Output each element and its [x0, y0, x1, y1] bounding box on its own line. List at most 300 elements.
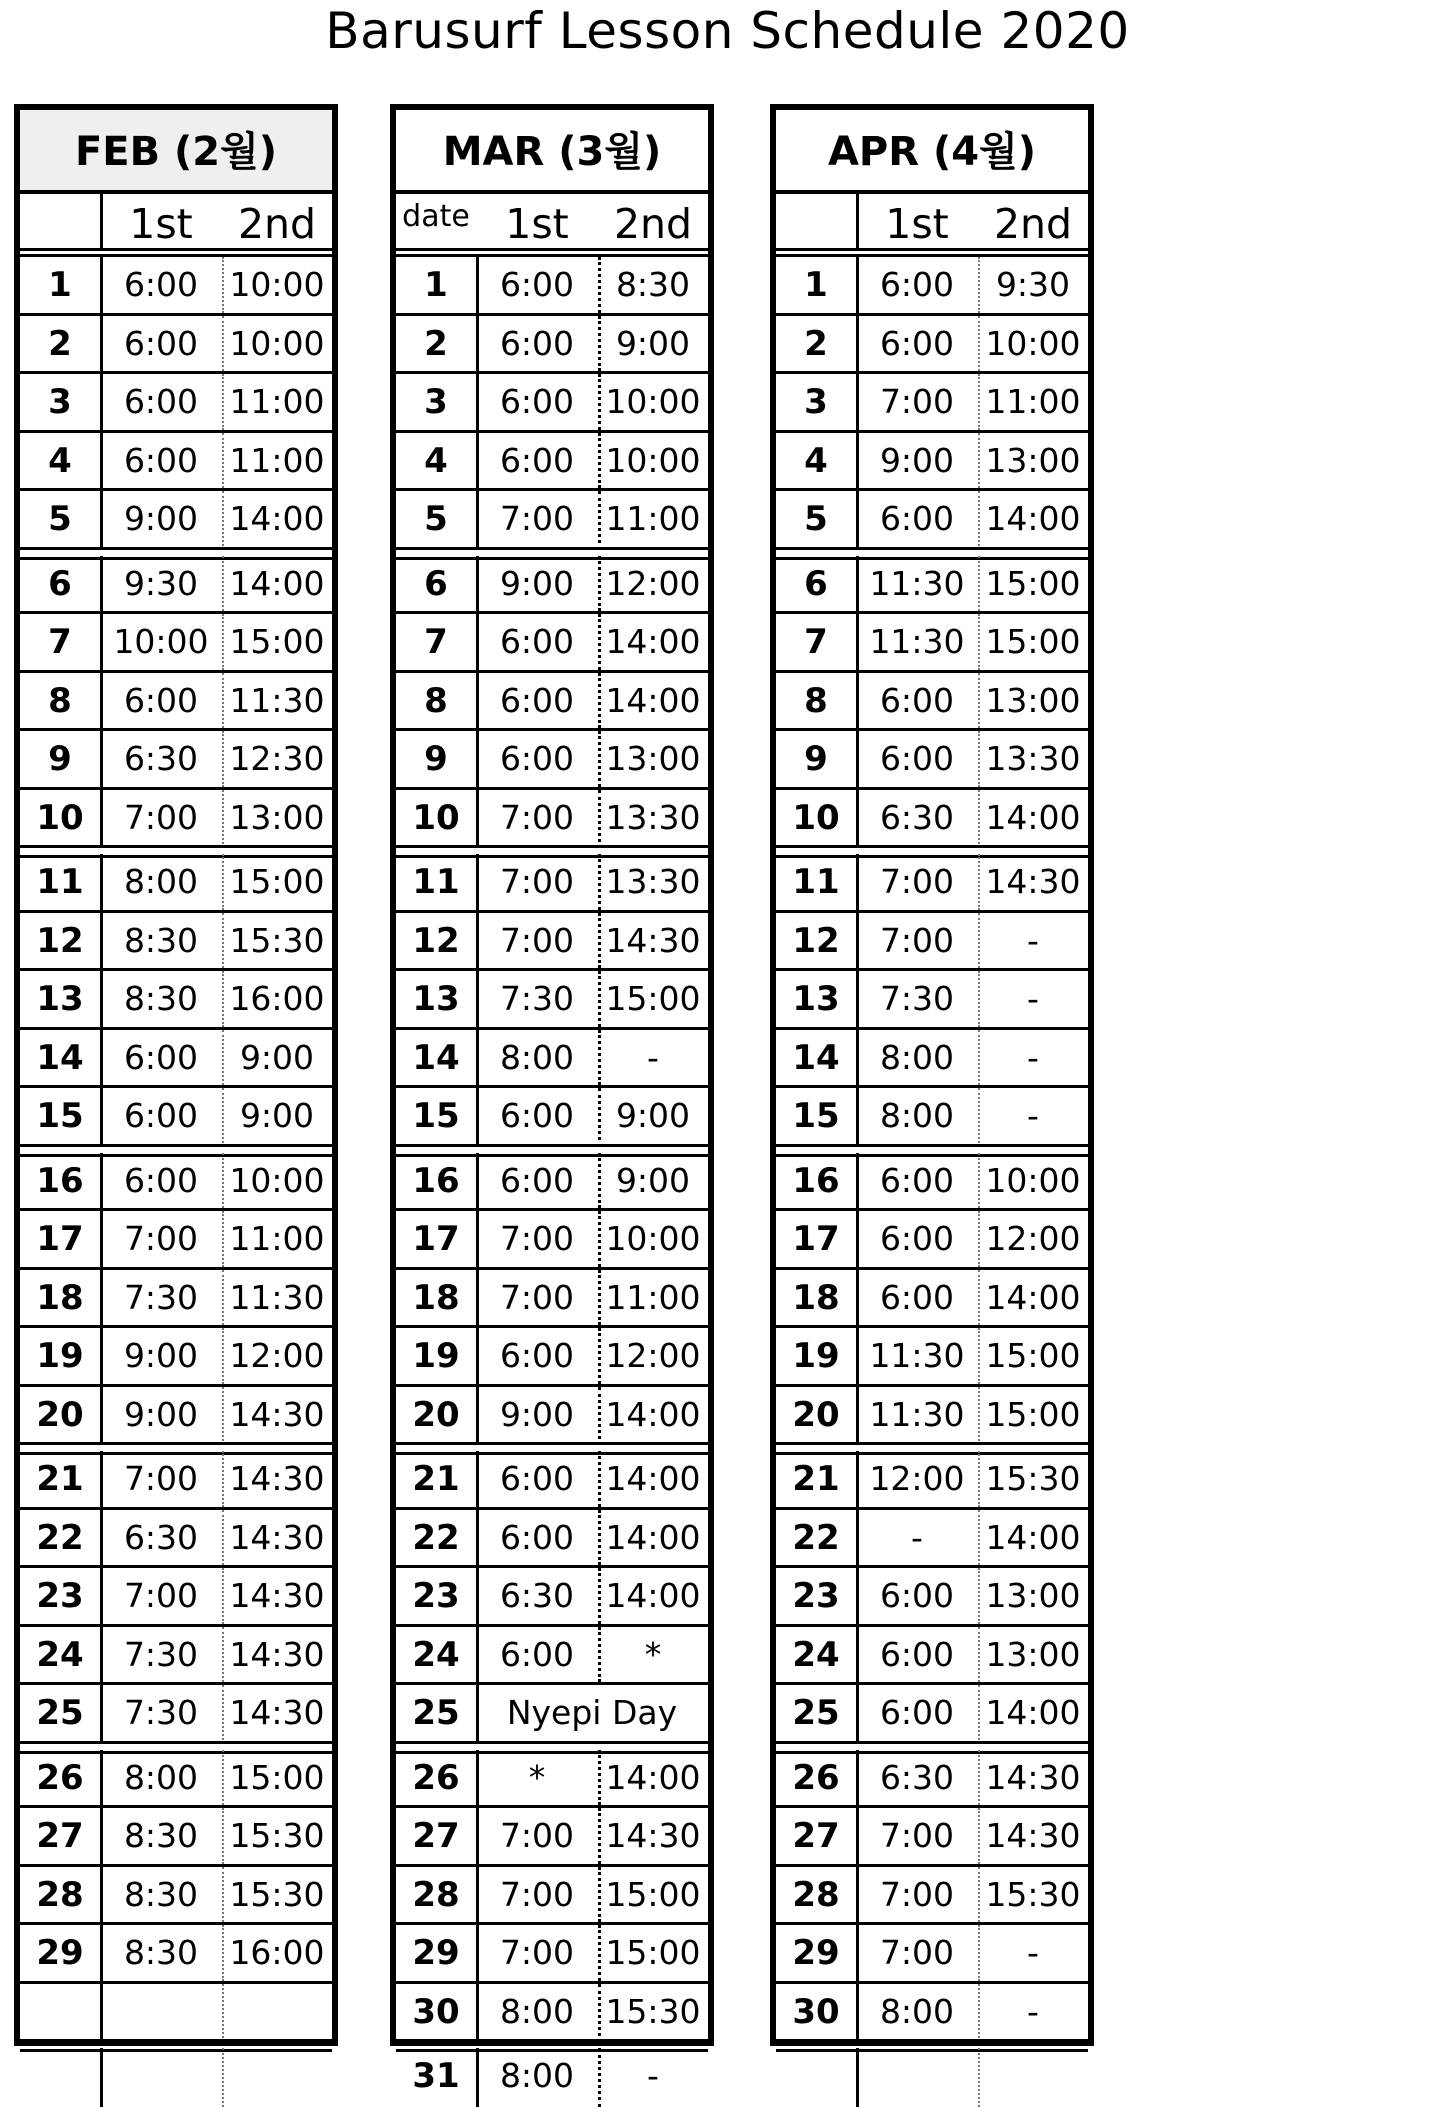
date-cell: 9 [804, 739, 828, 779]
first-lesson-cell: 6:00 [499, 265, 575, 304]
date-cell: 30 [412, 1991, 460, 2032]
table-row [20, 1451, 332, 1510]
second-lesson-cell: 14:30 [985, 862, 1081, 901]
second-lesson-cell: 10:00 [229, 265, 325, 304]
table-row [396, 491, 708, 550]
table-row [776, 2048, 1088, 2107]
date-cell: 23 [36, 1576, 84, 1616]
date-cell: 3 [804, 382, 828, 422]
second-lesson-cell: 10:00 [229, 323, 325, 363]
first-lesson-cell: 6:00 [499, 1096, 575, 1135]
table-row [396, 1451, 708, 1510]
date-cell: 20 [412, 1394, 460, 1435]
first-lesson-cell: 7:00 [123, 1219, 199, 1258]
first-lesson-cell: 7:00 [499, 1816, 575, 1855]
first-lesson-cell: 8:00 [123, 1757, 199, 1797]
date-cell: 21 [412, 1459, 460, 1499]
table-row [396, 257, 708, 316]
second-lesson-cell: - [1027, 1037, 1039, 1077]
table-row [20, 1867, 332, 1926]
second-lesson-cell: 15:00 [229, 622, 325, 661]
month-panel [390, 104, 714, 2096]
date-cell: 11 [792, 862, 840, 902]
date-cell: 30 [792, 1991, 840, 2032]
table-row [20, 2048, 332, 2107]
table-row [776, 1328, 1088, 1387]
date-cell: 14 [792, 1037, 840, 1078]
second-lesson-cell: 14:00 [985, 1693, 1081, 1732]
first-lesson-cell: 8:00 [123, 862, 199, 901]
table-row [20, 1627, 332, 1686]
table-row [396, 1925, 708, 1984]
second-lesson-cell: - [647, 1037, 659, 1077]
date-cell: 14 [36, 1037, 84, 1078]
second-lesson-cell: 11:00 [229, 440, 325, 480]
table-row [776, 1510, 1088, 1569]
table-row [396, 971, 708, 1030]
second-lesson-cell: 12:00 [229, 1336, 325, 1375]
table-row [776, 913, 1088, 972]
first-lesson-cell: 6:30 [879, 797, 955, 837]
table-row [776, 1685, 1088, 1744]
table-row [20, 854, 332, 913]
second-lesson-cell: 15:30 [229, 1816, 325, 1855]
first-lesson-cell: 6:00 [123, 1096, 199, 1135]
second-lesson-header: 2nd [613, 200, 693, 248]
date-cell: 10 [36, 797, 84, 838]
table-row [776, 790, 1088, 849]
first-lesson-cell: 8:30 [123, 1816, 199, 1855]
second-lesson-cell: 10:00 [985, 323, 1081, 363]
table-row [20, 1153, 332, 1212]
table-row [396, 1030, 708, 1089]
second-lesson-cell: 14:00 [985, 797, 1081, 837]
first-lesson-cell: 6:00 [123, 440, 199, 480]
date-cell: 6 [424, 563, 448, 604]
first-lesson-cell: 12:00 [869, 1459, 965, 1498]
first-lesson-cell: 8:30 [123, 979, 199, 1018]
first-lesson-cell: 9:00 [499, 1394, 575, 1434]
second-lesson-cell: 14:00 [605, 1459, 701, 1498]
second-lesson-cell: 14:00 [605, 1394, 701, 1434]
table-row [776, 1153, 1088, 1212]
second-lesson-cell: 13:30 [605, 797, 701, 837]
second-lesson-cell: 15:00 [985, 1394, 1081, 1434]
table-row [20, 1925, 332, 1984]
first-lesson-cell: 6:00 [123, 323, 199, 363]
first-lesson-cell: 6:00 [123, 1160, 199, 1200]
table-row [396, 1867, 708, 1926]
table-row [776, 1451, 1088, 1510]
table-row [396, 1328, 708, 1387]
first-lesson-cell: 7:00 [879, 862, 955, 901]
table-row [776, 1211, 1088, 1270]
date-cell: 8 [804, 680, 828, 721]
table-row [776, 1925, 1088, 1984]
date-cell: 15 [412, 1096, 460, 1136]
table-row [396, 1984, 708, 2043]
first-lesson-cell: 6:00 [879, 265, 955, 304]
column-divider [856, 194, 859, 248]
table-row [776, 731, 1088, 790]
second-lesson-cell: 12:00 [985, 1219, 1081, 1258]
first-lesson-cell: 6:00 [499, 382, 575, 421]
date-cell: 1 [48, 265, 72, 305]
date-column-header [20, 194, 100, 248]
date-cell: 28 [36, 1874, 84, 1915]
table-row [776, 1867, 1088, 1926]
second-lesson-cell: 12:00 [605, 563, 701, 603]
date-cell: 21 [36, 1459, 84, 1499]
second-lesson-cell: 13:30 [985, 739, 1081, 778]
table-row [776, 1750, 1088, 1809]
date-cell: 7 [424, 622, 448, 662]
second-lesson-cell: 9:00 [615, 323, 691, 363]
date-cell [20, 1984, 100, 2043]
month-heading: APR (4월) [776, 110, 1088, 194]
date-cell: 22 [412, 1517, 460, 1558]
date-cell: 13 [412, 979, 460, 1019]
first-lesson-cell: 7:00 [123, 797, 199, 837]
first-lesson-cell: 7:00 [499, 920, 575, 960]
date-cell: 12 [412, 920, 460, 961]
second-lesson-cell [222, 2048, 332, 2107]
second-lesson-cell: 13:00 [605, 739, 701, 778]
first-lesson-cell: 6:00 [123, 1037, 199, 1077]
second-lesson-cell: 14:00 [985, 1517, 1081, 1557]
first-lesson-cell: 6:00 [499, 323, 575, 363]
date-cell: 4 [48, 440, 72, 481]
first-lesson-cell: 6:30 [879, 1757, 955, 1797]
table-row [20, 790, 332, 849]
first-lesson-cell: 6:00 [879, 1634, 955, 1674]
first-lesson-cell: 7:00 [879, 382, 955, 421]
first-lesson-cell: 8:00 [879, 1096, 955, 1135]
first-lesson-cell: 6:00 [499, 680, 575, 720]
first-lesson-cell: 9:00 [499, 563, 575, 603]
first-lesson-cell: 6:00 [879, 1160, 955, 1200]
first-lesson-cell: 7:00 [879, 1933, 955, 1972]
second-lesson-cell: 16:00 [229, 1933, 325, 1972]
date-cell: 16 [792, 1160, 840, 1201]
first-lesson-cell: 7:00 [879, 920, 955, 960]
date-cell: 25 [412, 1693, 460, 1733]
table-row [20, 1030, 332, 1089]
date-cell: 5 [804, 499, 828, 539]
second-lesson-header: 2nd [237, 200, 317, 248]
first-lesson-cell: 8:30 [123, 1933, 199, 1972]
first-lesson-cell: 6:00 [879, 499, 955, 538]
second-lesson-cell: 15:30 [229, 1874, 325, 1914]
date-cell: 18 [36, 1277, 84, 1318]
table-row [776, 1030, 1088, 1089]
table-row [396, 854, 708, 913]
first-lesson-cell: 6:00 [879, 680, 955, 720]
second-lesson-cell: 15:00 [605, 1933, 701, 1972]
date-cell: 20 [36, 1394, 84, 1435]
header-double-rule [776, 248, 1088, 257]
second-lesson-cell: 10:00 [605, 1219, 701, 1258]
table-row [776, 614, 1088, 673]
table-row [776, 1627, 1088, 1686]
second-lesson-cell: 13:00 [985, 440, 1081, 480]
column-header-row [20, 194, 332, 248]
date-cell: 9 [424, 739, 448, 779]
table-row [776, 1387, 1088, 1446]
first-lesson-cell: 7:00 [123, 1459, 199, 1498]
month-panel [770, 104, 1094, 2046]
first-lesson-cell: 11:30 [869, 563, 965, 603]
date-cell: 4 [424, 440, 448, 481]
first-lesson-cell: 6:30 [499, 1576, 575, 1615]
first-lesson-header: 1st [505, 200, 569, 248]
second-lesson-cell: 11:00 [605, 499, 701, 538]
date-cell: 22 [792, 1517, 840, 1558]
second-lesson-cell: * [644, 1634, 662, 1674]
first-lesson-cell: 7:30 [123, 1277, 199, 1317]
first-lesson-cell: 11:30 [869, 1394, 965, 1434]
table-row [20, 673, 332, 732]
date-cell: 13 [792, 979, 840, 1019]
first-lesson-cell: 8:00 [499, 1037, 575, 1077]
date-cell: 8 [48, 680, 72, 721]
date-cell: 27 [792, 1816, 840, 1856]
first-lesson-cell: 7:00 [499, 862, 575, 901]
second-lesson-cell: 15:00 [985, 563, 1081, 603]
column-header-row [776, 194, 1088, 248]
first-lesson-cell: 6:00 [499, 1459, 575, 1498]
date-cell: 7 [48, 622, 72, 662]
date-cell: 21 [792, 1459, 840, 1499]
second-lesson-cell [222, 1984, 332, 2043]
schedule-rows [20, 257, 332, 2107]
date-cell: 11 [36, 862, 84, 902]
date-cell: 15 [36, 1096, 84, 1136]
first-lesson-cell: 6:00 [879, 1277, 955, 1317]
table-row [776, 971, 1088, 1030]
month-panel [14, 104, 338, 2046]
first-lesson-cell: 7:00 [499, 797, 575, 837]
date-cell: 16 [412, 1160, 460, 1201]
date-cell: 2 [424, 323, 448, 364]
table-row [20, 316, 332, 375]
second-lesson-cell: 15:00 [229, 862, 325, 901]
second-lesson-cell: 14:30 [229, 1394, 325, 1434]
second-lesson-cell: 15:00 [605, 979, 701, 1018]
table-row [396, 1627, 708, 1686]
table-row [20, 731, 332, 790]
first-lesson-cell: 7:00 [879, 1874, 955, 1914]
table-row [20, 1510, 332, 1569]
second-lesson-cell: 15:30 [229, 920, 325, 960]
table-row [396, 913, 708, 972]
table-row [396, 731, 708, 790]
second-lesson-cell: - [1027, 1991, 1039, 2031]
table-row [776, 1270, 1088, 1329]
table-row [20, 1270, 332, 1329]
table-row [776, 1808, 1088, 1867]
table-row [20, 1685, 332, 1744]
first-lesson-cell: 11:30 [869, 1336, 965, 1375]
first-lesson-cell: 6:30 [123, 1517, 199, 1557]
date-cell: 9 [48, 739, 72, 779]
date-cell: 12 [36, 920, 84, 961]
date-cell: 1 [424, 265, 448, 305]
first-lesson-cell: 8:00 [879, 1037, 955, 1077]
second-lesson-cell: 14:30 [605, 1816, 701, 1855]
date-cell: 3 [424, 382, 448, 422]
table-row [20, 491, 332, 550]
date-cell: 24 [792, 1634, 840, 1675]
second-lesson-cell: 16:00 [229, 979, 325, 1018]
table-row [396, 1510, 708, 1569]
second-lesson-cell: 12:00 [605, 1336, 701, 1375]
second-lesson-cell: 11:30 [229, 1277, 325, 1317]
second-lesson-cell: 13:00 [985, 1634, 1081, 1674]
second-lesson-cell: 9:00 [615, 1160, 691, 1200]
first-lesson-cell: 7:30 [123, 1693, 199, 1732]
table-row [776, 1568, 1088, 1627]
first-lesson-cell: 9:30 [123, 563, 199, 603]
second-lesson-cell: 14:30 [985, 1757, 1081, 1797]
first-lesson-cell: 6:00 [499, 1517, 575, 1557]
second-lesson-cell: 15:30 [985, 1874, 1081, 1914]
first-lesson-cell: 10:00 [113, 622, 209, 661]
second-lesson-cell: 14:30 [985, 1816, 1081, 1855]
date-cell: 28 [792, 1874, 840, 1915]
second-lesson-cell: 13:00 [985, 680, 1081, 720]
first-lesson-cell: 6:00 [499, 1336, 575, 1375]
date-cell: 2 [804, 323, 828, 364]
second-lesson-cell: 14:00 [605, 1757, 701, 1797]
date-cell: 18 [792, 1277, 840, 1318]
header-double-rule [20, 248, 332, 257]
first-lesson-cell: 6:00 [123, 265, 199, 304]
first-lesson-cell: 6:00 [123, 680, 199, 720]
second-lesson-cell: 10:00 [605, 440, 701, 480]
table-row [776, 1984, 1088, 2043]
date-cell: 17 [412, 1219, 460, 1259]
first-lesson-cell: 11:30 [869, 622, 965, 661]
table-row [396, 1750, 708, 1809]
second-lesson-cell: 15:00 [605, 1874, 701, 1914]
table-row [776, 556, 1088, 615]
date-cell: 13 [36, 979, 84, 1019]
date-cell: 20 [792, 1394, 840, 1435]
first-lesson-header: 1st [129, 200, 193, 248]
table-row [776, 673, 1088, 732]
table-row [20, 913, 332, 972]
table-row [396, 673, 708, 732]
table-row [20, 1328, 332, 1387]
first-lesson-cell [856, 2048, 978, 2107]
date-cell [776, 2048, 856, 2107]
table-row [396, 614, 708, 673]
date-cell: 26 [412, 1757, 460, 1798]
second-lesson-cell: 12:30 [229, 739, 325, 778]
second-lesson-cell: - [1027, 979, 1039, 1018]
second-lesson-cell: 15:30 [985, 1459, 1081, 1498]
date-cell: 2 [48, 323, 72, 364]
table-row [396, 1270, 708, 1329]
date-cell [20, 2048, 100, 2107]
schedule-rows [396, 257, 708, 2107]
table-row [776, 854, 1088, 913]
second-lesson-header: 2nd [993, 200, 1073, 248]
second-lesson-cell: 14:00 [605, 622, 701, 661]
second-lesson-cell: 14:30 [229, 1576, 325, 1615]
table-row [396, 374, 708, 433]
date-cell: 26 [36, 1757, 84, 1798]
column-header-row [396, 194, 708, 248]
month-heading: MAR (3월) [396, 110, 708, 194]
table-row [20, 374, 332, 433]
first-lesson-cell: 7:30 [123, 1634, 199, 1674]
second-lesson-cell: 9:30 [995, 265, 1071, 304]
first-lesson-cell [100, 2048, 222, 2107]
table-row [396, 1568, 708, 1627]
date-column-header [776, 194, 856, 248]
first-lesson-cell: * [528, 1757, 546, 1797]
table-row [396, 1088, 708, 1147]
table-row [396, 316, 708, 375]
second-lesson-cell: 14:30 [605, 920, 701, 960]
first-lesson-cell: 7:00 [499, 1219, 575, 1258]
second-lesson-cell: 14:30 [229, 1517, 325, 1557]
first-lesson-cell: 9:00 [123, 499, 199, 538]
table-row [20, 257, 332, 316]
date-cell: 19 [792, 1336, 840, 1376]
first-lesson-cell: 6:30 [123, 739, 199, 778]
second-lesson-cell: 14:00 [605, 680, 701, 720]
date-cell: 3 [48, 382, 72, 422]
second-lesson-cell: 10:00 [229, 1160, 325, 1200]
second-lesson-cell: 9:00 [239, 1037, 315, 1077]
table-row [20, 1568, 332, 1627]
first-lesson-cell: 6:00 [499, 1160, 575, 1200]
second-lesson-cell: - [647, 2056, 659, 2095]
date-cell: 6 [804, 563, 828, 604]
second-lesson-cell: 13:00 [985, 1576, 1081, 1615]
second-lesson-cell: - [1027, 1933, 1039, 1972]
table-row [20, 1808, 332, 1867]
date-cell: 16 [36, 1160, 84, 1201]
table-row [776, 1088, 1088, 1147]
date-cell: 24 [36, 1634, 84, 1675]
second-lesson-cell: 14:30 [229, 1634, 325, 1674]
first-lesson-cell: 8:00 [499, 1991, 575, 2031]
second-lesson-cell: 15:00 [985, 622, 1081, 661]
date-cell: 19 [412, 1336, 460, 1376]
second-lesson-cell: 10:00 [985, 1160, 1081, 1200]
table-row [20, 1211, 332, 1270]
first-lesson-cell: 7:00 [499, 1277, 575, 1317]
second-lesson-cell: 15:00 [985, 1336, 1081, 1375]
date-cell: 14 [412, 1037, 460, 1078]
date-cell: 28 [412, 1874, 460, 1915]
second-lesson-cell: 13:30 [605, 862, 701, 901]
table-row [396, 790, 708, 849]
date-cell: 25 [792, 1693, 840, 1733]
date-cell: 4 [804, 440, 828, 481]
first-lesson-cell: 8:30 [123, 1874, 199, 1914]
first-lesson-cell: 6:00 [879, 739, 955, 778]
date-cell: 17 [36, 1219, 84, 1259]
table-row [396, 1211, 708, 1270]
table-row [396, 2048, 708, 2107]
first-lesson-cell: 8:30 [123, 920, 199, 960]
table-row [396, 1685, 708, 1744]
